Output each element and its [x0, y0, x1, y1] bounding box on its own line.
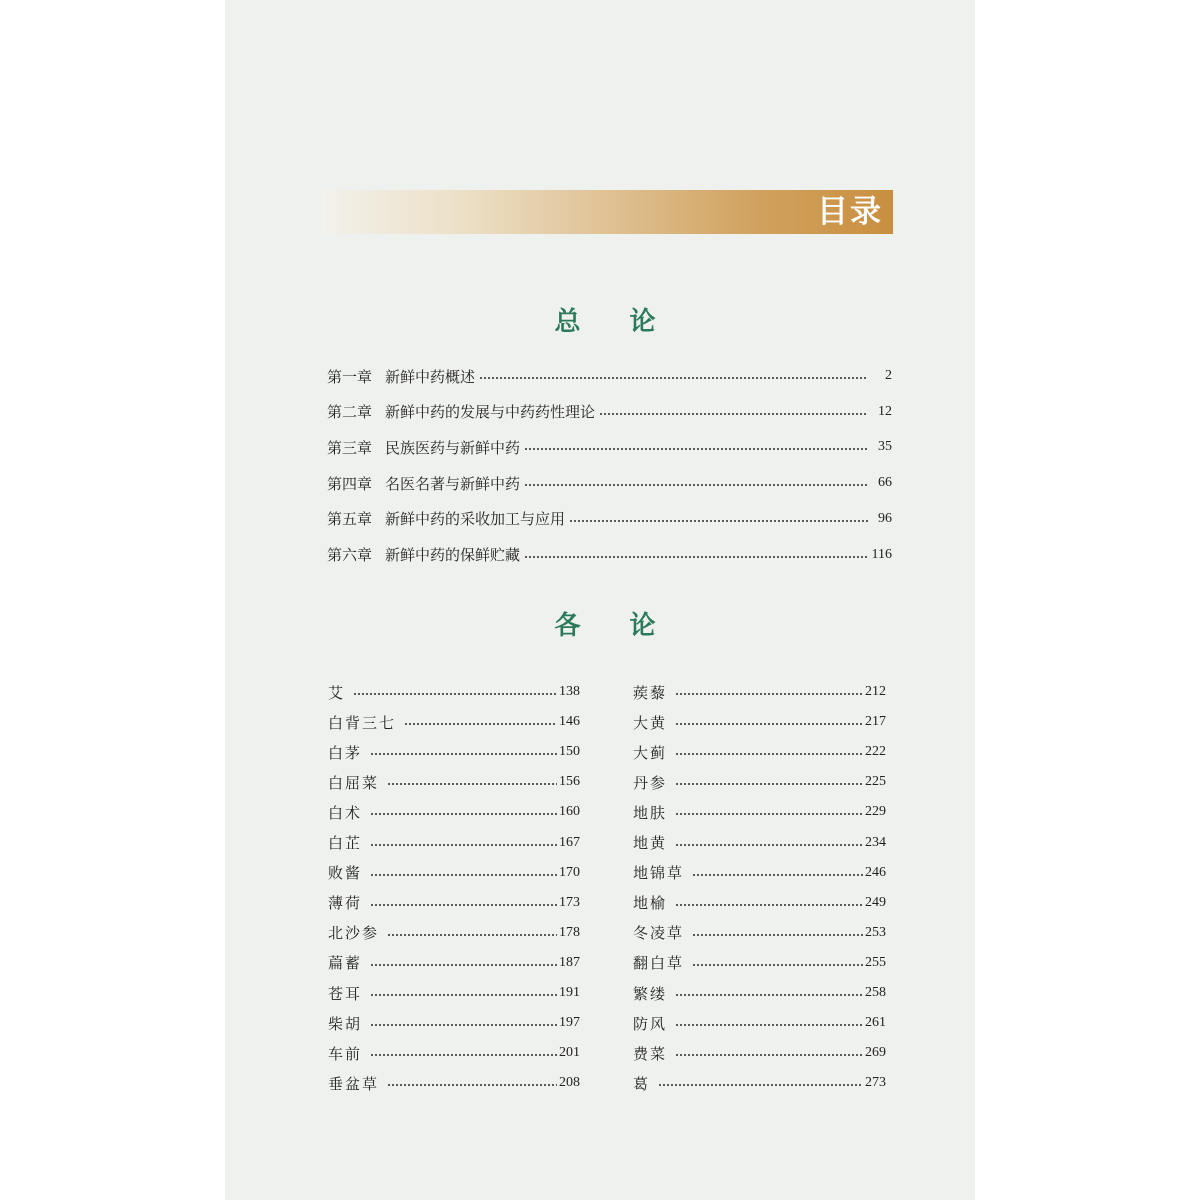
herb-page-number: 170: [559, 864, 580, 880]
herb-entry[interactable]: [328, 891, 580, 915]
herb-entry[interactable]: [633, 861, 886, 885]
herb-name: 地榆: [633, 894, 668, 913]
specific-section-title: 各 论: [554, 611, 676, 641]
herb-name: 地锦草: [633, 864, 685, 883]
general-section-title: 总 论: [554, 307, 676, 337]
herb-page-number: 208: [559, 1075, 580, 1091]
herb-entry[interactable]: [328, 710, 580, 734]
herb-name: 繁缕: [633, 984, 668, 1003]
herb-entry[interactable]: [633, 710, 886, 734]
chapter-title: 名医名著与新鲜中药: [385, 474, 521, 493]
herb-page-number: 249: [865, 894, 886, 910]
leader-dots: [524, 470, 868, 496]
herb-entry[interactable]: [633, 800, 886, 824]
herb-name: 大黄: [633, 713, 668, 732]
chapter-row[interactable]: [327, 363, 892, 389]
chapter-title: 民族医药与新鲜中药: [385, 438, 521, 457]
herb-entry[interactable]: [328, 1011, 580, 1035]
herb-entry[interactable]: [633, 1041, 886, 1065]
herb-entry[interactable]: [328, 831, 580, 855]
herb-page-number: 187: [559, 954, 580, 970]
chapter-row[interactable]: [327, 399, 892, 425]
leader-dots: [404, 710, 557, 734]
chapter-title: 新鲜中药概述: [385, 367, 476, 386]
leader-dots: [387, 770, 557, 794]
herb-page-number: 197: [559, 1015, 580, 1031]
leader-dots: [675, 770, 863, 794]
chapter-row[interactable]: [327, 434, 892, 460]
chapter-number: 第四章: [327, 474, 373, 493]
herb-name: 白术: [328, 803, 363, 822]
herb-page-number: 212: [865, 684, 886, 699]
herb-name: 白屈菜: [328, 773, 380, 792]
leader-dots: [675, 891, 863, 915]
leader-dots: [675, 981, 863, 1005]
herb-page-number: 255: [865, 954, 886, 970]
chapter-number: 第五章: [327, 510, 373, 529]
herb-entry[interactable]: [328, 981, 580, 1005]
herb-name: 柴胡: [328, 1014, 363, 1033]
leader-dots: [370, 861, 557, 885]
herb-entry[interactable]: [633, 831, 886, 855]
herb-page-number: 173: [559, 894, 580, 910]
toc-banner: [323, 190, 893, 234]
herb-name: 垂盆草: [328, 1074, 380, 1093]
herb-page-number: 258: [865, 985, 886, 1000]
chapter-row[interactable]: [327, 542, 892, 568]
herb-page-number: 150: [559, 744, 580, 760]
chapter-page-number: 66: [878, 475, 892, 491]
leader-dots: [370, 981, 557, 1005]
leader-dots: [675, 800, 863, 824]
herb-name: 防风: [633, 1014, 668, 1033]
herb-name: 丹参: [633, 773, 668, 792]
leader-dots: [692, 951, 863, 975]
leader-dots: [524, 542, 867, 568]
chapter-number: 第二章: [327, 403, 373, 422]
herb-page-number: 261: [865, 1015, 886, 1031]
herb-entry[interactable]: [328, 770, 580, 794]
leader-dots: [692, 921, 863, 945]
herb-page-number: 225: [865, 774, 886, 790]
leader-dots: [387, 1071, 557, 1095]
chapter-title: 新鲜中药的发展与中药药性理论: [385, 403, 596, 422]
herb-name: 地肤: [633, 803, 668, 822]
herb-name: 冬凌草: [633, 924, 685, 943]
leader-dots: [370, 951, 557, 975]
chapter-page-number: 96: [878, 510, 892, 526]
herb-page-number: 273: [865, 1075, 886, 1091]
herb-page-number: 222: [865, 744, 886, 760]
leader-dots: [675, 740, 863, 764]
leader-dots: [479, 363, 868, 389]
herb-entry[interactable]: [328, 921, 580, 945]
herb-page-number: 160: [559, 804, 580, 820]
herb-name: 萹蓄: [328, 954, 363, 973]
herb-page-number: 146: [559, 714, 580, 730]
chapter-page-number: 12: [878, 403, 892, 419]
chapter-number: 第六章: [327, 546, 373, 564]
herb-page-number: 269: [865, 1045, 886, 1061]
herb-entry[interactable]: [633, 680, 886, 704]
leader-dots: [370, 1041, 557, 1065]
toc-page: [225, 0, 975, 1200]
herb-page-number: 156: [559, 774, 580, 790]
leader-dots: [370, 740, 557, 764]
herb-entry[interactable]: [328, 800, 580, 824]
leader-dots: [675, 680, 863, 704]
herb-page-number: 201: [559, 1045, 580, 1061]
chapter-page-number: 35: [878, 439, 892, 455]
chapter-row[interactable]: [327, 506, 892, 532]
leader-dots: [370, 831, 557, 855]
leader-dots: [658, 1071, 863, 1095]
leader-dots: [370, 1011, 557, 1035]
chapter-number: 第一章: [327, 367, 373, 386]
herb-name: 地黄: [633, 834, 668, 852]
herb-name: 车前: [328, 1044, 363, 1063]
herb-entry[interactable]: [328, 951, 580, 975]
herb-entry[interactable]: [633, 921, 886, 945]
herb-entry[interactable]: [328, 740, 580, 764]
herb-name: 费菜: [633, 1044, 668, 1063]
herb-name: 白芷: [328, 834, 363, 852]
chapter-title: 新鲜中药的保鲜贮藏: [385, 546, 521, 564]
leader-dots: [387, 921, 557, 945]
leader-dots: [569, 506, 868, 532]
herb-entry[interactable]: [633, 770, 886, 794]
herb-entry[interactable]: [633, 740, 886, 764]
chapter-number: 第三章: [327, 438, 373, 457]
herb-page-number: 253: [865, 924, 886, 940]
leader-dots: [675, 710, 863, 734]
herb-page-number: 217: [865, 714, 886, 730]
leader-dots: [599, 399, 868, 425]
herb-name: 白背三七: [328, 713, 397, 732]
leader-dots: [353, 680, 557, 704]
leader-dots: [370, 891, 557, 915]
herb-name: 翻白草: [633, 954, 685, 973]
herb-entry[interactable]: [633, 951, 886, 975]
herb-entry[interactable]: [328, 861, 580, 885]
herb-page-number: 229: [865, 804, 886, 820]
herb-page-number: 191: [559, 985, 580, 1000]
herb-entry[interactable]: [633, 1011, 886, 1035]
herb-page-number: 167: [559, 834, 580, 850]
herb-name: 败酱: [328, 864, 363, 883]
chapter-row[interactable]: [327, 470, 892, 496]
leader-dots: [524, 434, 868, 460]
herb-page-number: 234: [865, 834, 886, 850]
herb-name: 艾: [328, 683, 346, 702]
herb-name: 葛: [633, 1074, 651, 1093]
herb-name: 北沙参: [328, 924, 380, 943]
herb-page-number: 138: [559, 684, 580, 699]
herb-name: 苍耳: [328, 984, 363, 1003]
herb-page-number: 246: [865, 864, 886, 880]
herb-name: 蒺藜: [633, 683, 668, 702]
leader-dots: [675, 831, 863, 855]
herb-name: 薄荷: [328, 894, 363, 913]
leader-dots: [675, 1011, 863, 1035]
herb-name: 大蓟: [633, 743, 668, 762]
herb-entry[interactable]: [328, 1071, 580, 1095]
chapter-page-number: 2: [885, 368, 892, 383]
leader-dots: [692, 861, 863, 885]
herb-page-number: 178: [559, 924, 580, 940]
herb-entry[interactable]: [328, 1041, 580, 1065]
herb-entry[interactable]: [633, 981, 886, 1005]
herb-entry[interactable]: [633, 891, 886, 915]
herb-name: 白茅: [328, 743, 363, 762]
herb-entry[interactable]: [633, 1071, 886, 1095]
herb-entry[interactable]: [328, 680, 580, 704]
chapter-title: 新鲜中药的采收加工与应用: [385, 510, 566, 529]
leader-dots: [370, 800, 557, 824]
leader-dots: [675, 1041, 863, 1065]
chapter-page-number: 116: [871, 546, 892, 562]
toc-title: 目录: [817, 194, 883, 230]
